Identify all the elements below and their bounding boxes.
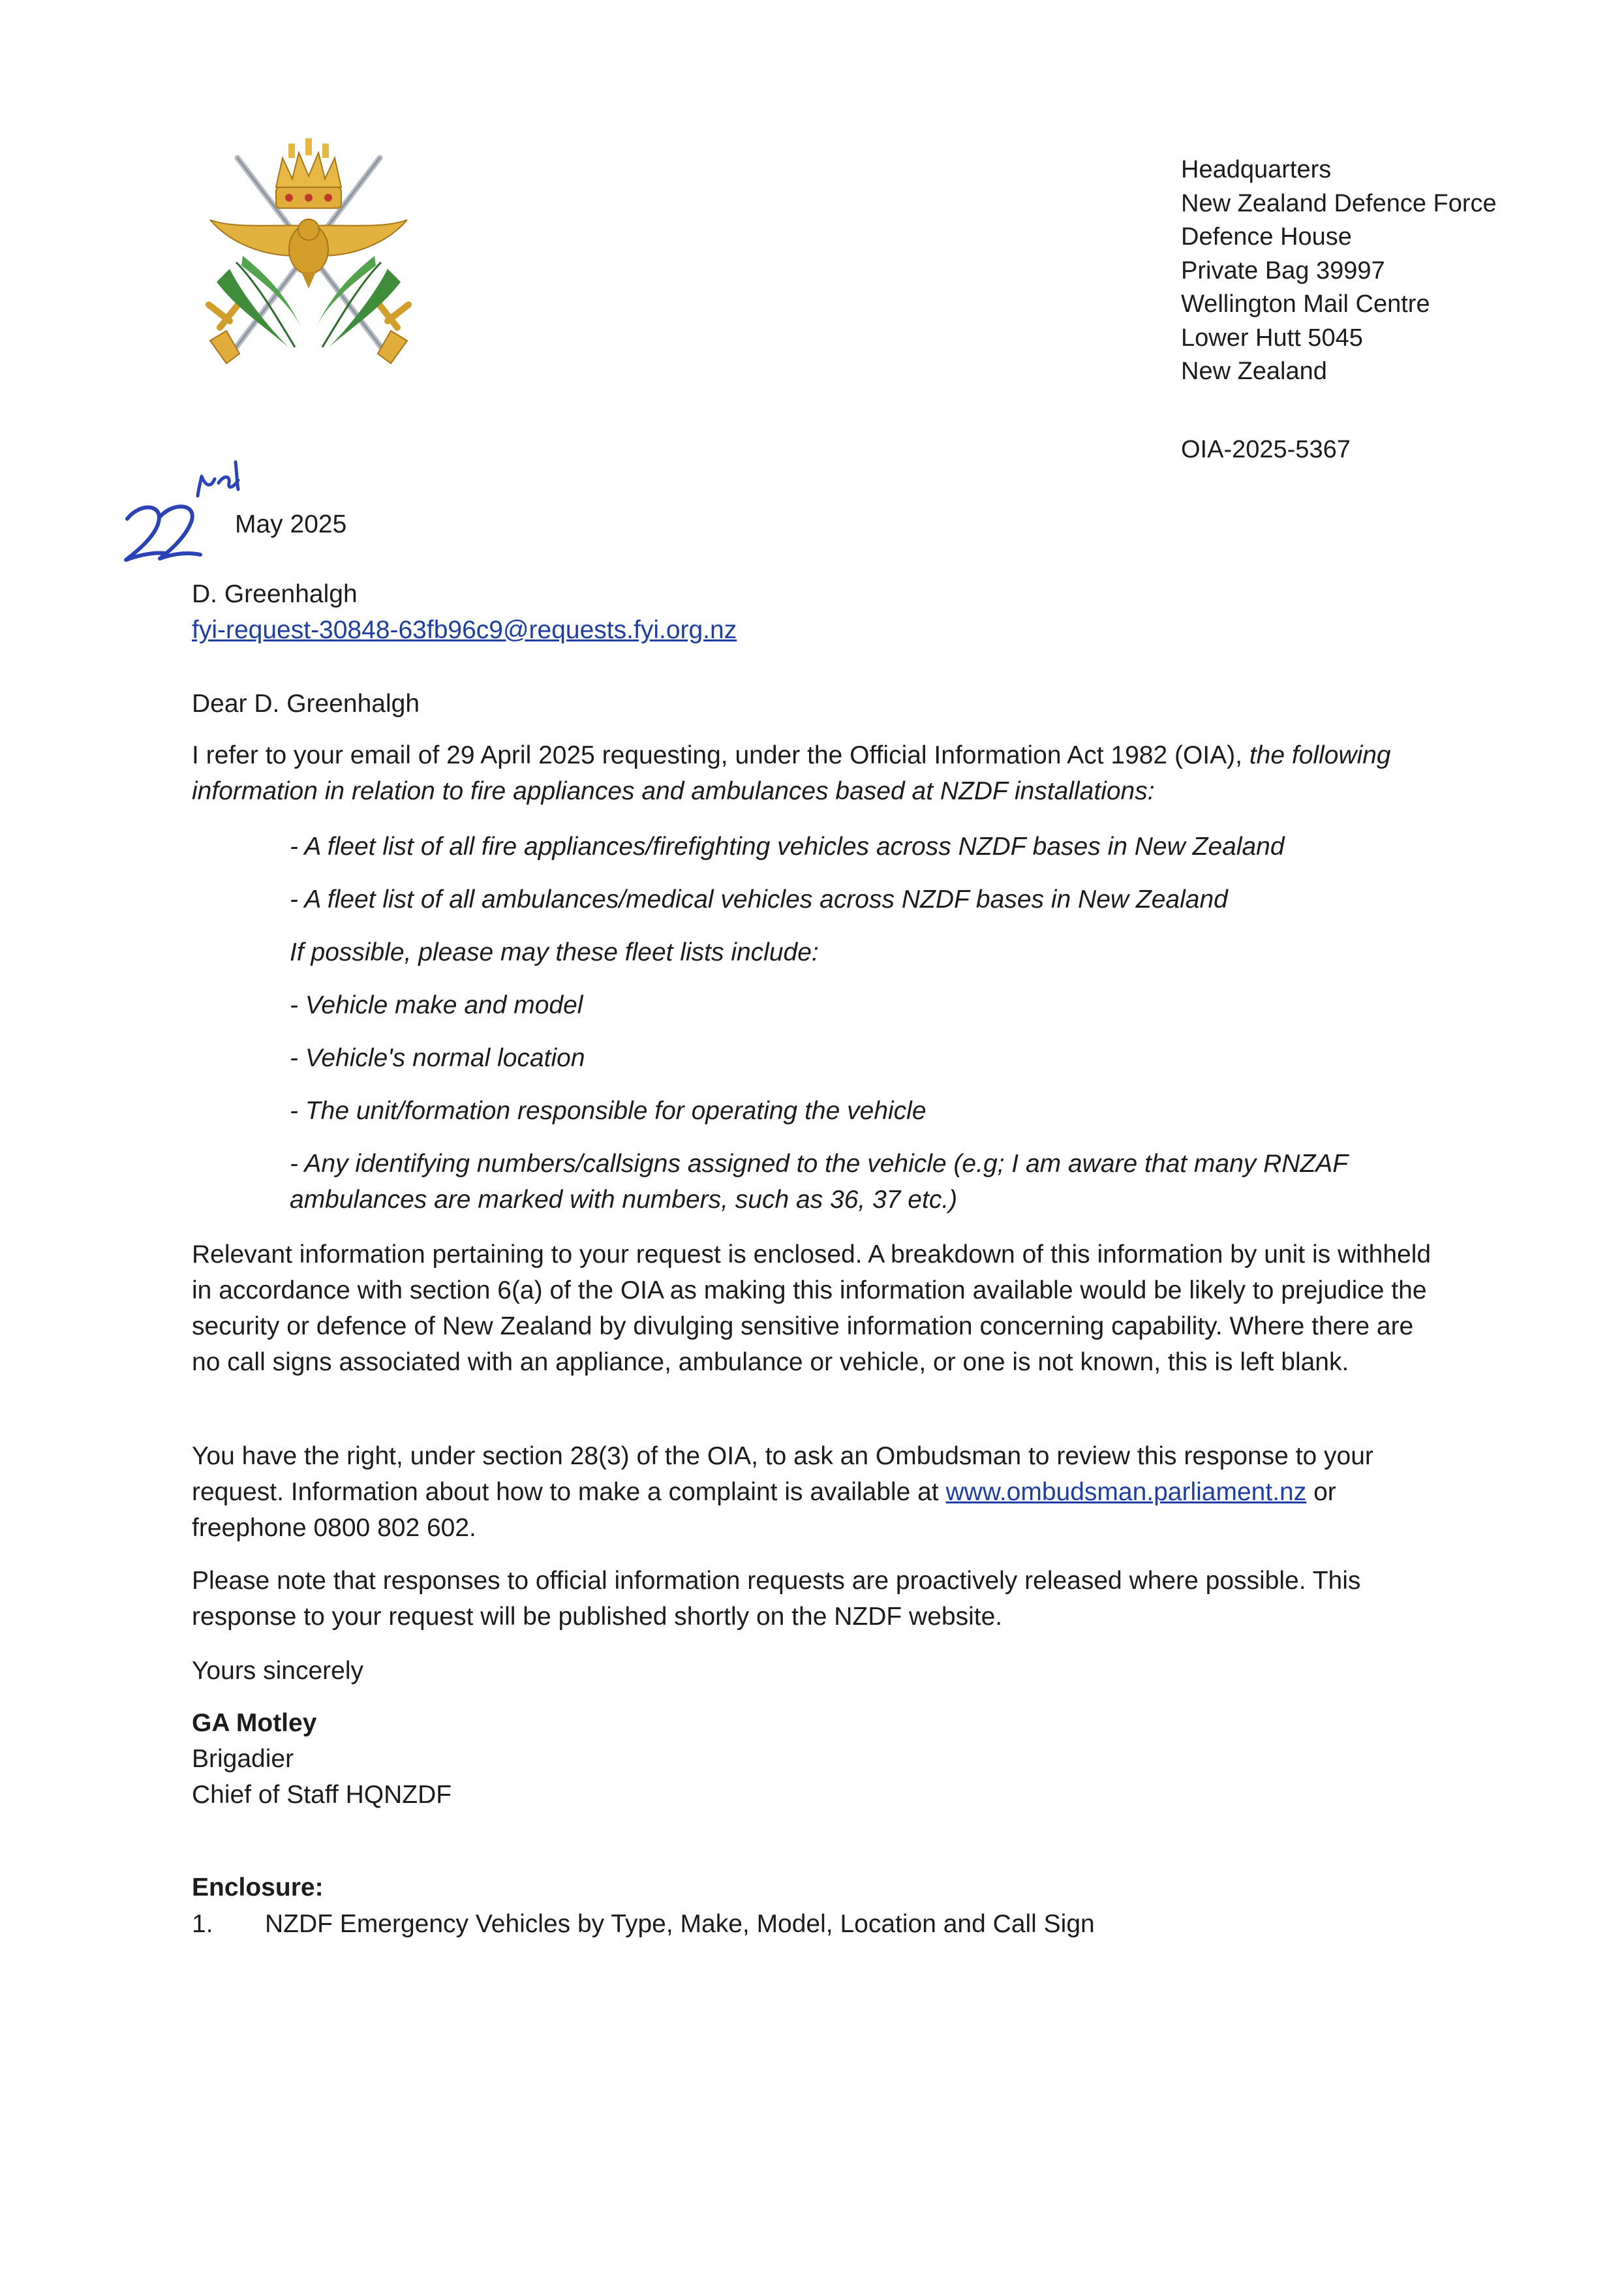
ombudsman-text: You have the right, under section 28(3) of the OIA, to ask an Ombudsman to review this response to your request. Information about how to make a complaint is available at — [192, 1442, 1373, 1506]
address-line: Lower Hutt 5045 — [1181, 324, 1363, 352]
request-item: - Any identifying numbers/callsigns assigned to the vehicle (e.g; I am aware that many RNZAF ambulances are marked with numbers, such as 36, 37 etc.) — [290, 1150, 1348, 1214]
signatory-title: Chief of Staff HQNZDF — [192, 1781, 452, 1809]
nzdf-crest-logo — [191, 132, 427, 373]
request-item: - A fleet list of all ambulances/medical vehicles across NZDF bases in New Zealand — [290, 885, 1228, 914]
date-month-year: May 2025 — [235, 510, 347, 538]
salutation: Dear D. Greenhalgh — [192, 690, 420, 718]
address-line: New Zealand — [1181, 358, 1327, 385]
withheld-paragraph: Relevant information pertaining to your request is enclosed. A breakdown of this information by unit is withheld in accordance with section 6(a) of the OIA as making this information available would be likely to prejudice the security or defence of New Zealand by divulging sensitive information concerning capability. Where there are no call signs associated with an appliance, ambulance or vehicle, or one is not known, this is left blank. — [192, 1240, 1432, 1376]
enclosure-item — [192, 1906, 1095, 1942]
recipient-email-link[interactable]: fyi-request-30848-63fb96c9@requests.fyi.org.nz — [192, 616, 737, 644]
enclosure-number: 1. — [192, 1910, 213, 1938]
intro-paragraph — [192, 737, 1445, 809]
naval-crown-icon — [276, 138, 341, 208]
ombudsman-link[interactable]: www.ombudsman.parliament.nz — [945, 1478, 1307, 1506]
freephone-text: or freephone 0800 802 602. — [192, 1478, 1336, 1542]
address-line: New Zealand Defence Force — [1181, 189, 1497, 217]
address-line: Private Bag 39997 — [1181, 256, 1385, 285]
enclosure-text: NZDF Emergency Vehicles by Type, Make, Model, Location and Call Sign — [265, 1910, 1095, 1938]
sender-address — [1181, 153, 1586, 389]
intro-text: I refer to your email of 29 April 2025 requesting, under the Official Information Act 1982 (OIA), — [192, 741, 1249, 769]
intro-italic-text: the following information in relation to fire appliances and ambulances based at NZDF installations: — [192, 741, 1391, 805]
reference-number: OIA-2025-5367 — [1181, 436, 1351, 463]
recipient-block — [192, 576, 737, 648]
ombudsman-paragraph — [192, 1438, 1445, 1546]
signatory-name: GA Motley — [192, 1709, 317, 1737]
address-line: Headquarters — [1181, 156, 1332, 183]
eagle-icon — [210, 219, 407, 288]
request-item: - Vehicle make and model — [290, 991, 583, 1019]
address-line: Defence House — [1181, 223, 1352, 251]
recipient-name: D. Greenhalgh — [192, 580, 358, 608]
signature-block — [192, 1705, 452, 1813]
signatory-rank: Brigadier — [192, 1745, 294, 1773]
request-item: - Vehicle's normal location — [290, 1044, 585, 1072]
enclosure-heading: Enclosure: — [192, 1873, 324, 1901]
request-item: - A fleet list of all fire appliances/firefighting vehicles across NZDF bases in New Zealand — [290, 833, 1285, 861]
request-item: If possible, please may these fleet lists include: — [290, 938, 819, 966]
address-line: Wellington Mail Centre — [1181, 290, 1430, 318]
release-paragraph: Please note that responses to official information requests are proactively released where possible. This response to your request will be published shortly on the NZDF website. — [192, 1567, 1361, 1631]
closing: Yours sincerely — [192, 1657, 364, 1685]
request-item: - The unit/formation responsible for operating the vehicle — [290, 1097, 927, 1125]
